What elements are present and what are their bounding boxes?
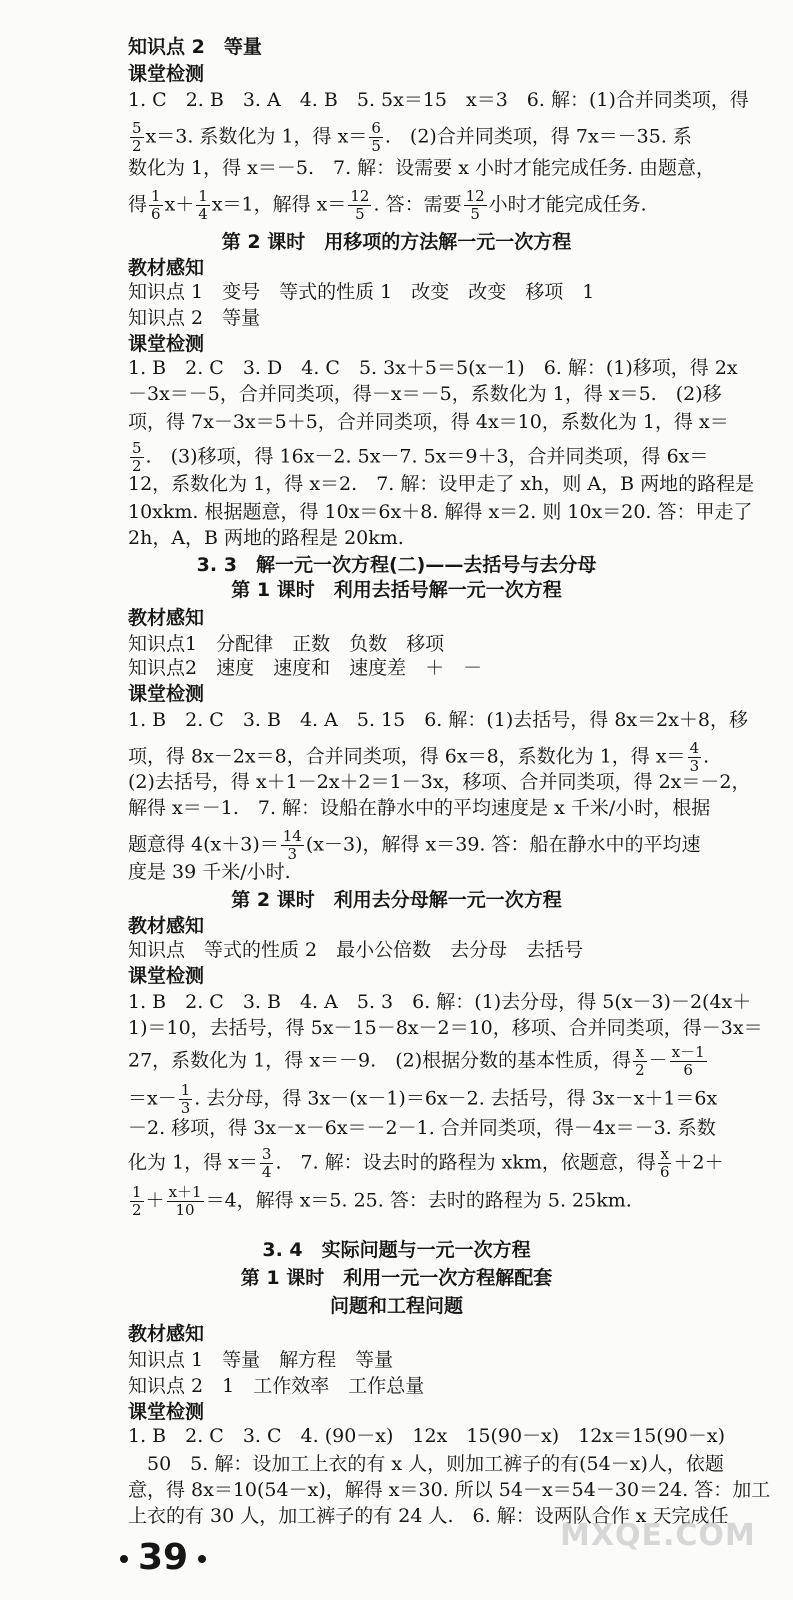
fraction-numerator: 4 <box>689 739 700 757</box>
lesson-title: 第 2 课时 用移项的方法解一元一次方程 <box>221 231 572 253</box>
answer-line: 数化为 1，得 x＝－5. 7. 解：设需要 x 小时才能完成任务. 由题意， <box>128 157 716 179</box>
fraction-numerator: 5 <box>132 119 142 137</box>
fraction <box>179 1082 193 1117</box>
text-run: ＝4，解得 x＝5. 25. 答：去时的路程为 5. 25km. <box>205 1189 632 1212</box>
answer-line: 知识点2 速度 速度和 速度差 ＋ － <box>128 657 483 679</box>
lesson-title: 第 1 课时 利用去括号解一元一次方程 <box>231 579 562 601</box>
fraction <box>670 1044 707 1079</box>
answer-line: 1)＝10，去括号，得 5x－15－8x－2＝10，移项、合并同类项，得－3x＝ <box>128 1017 763 1039</box>
fraction-denominator: 2 <box>132 457 142 475</box>
answer-line: 知识点 1 变号 等式的性质 1 改变 改变 移项 1 <box>128 281 595 303</box>
section-heading: 课堂检测 <box>128 1401 205 1423</box>
fraction-numerator: 1 <box>198 187 208 205</box>
text-run: x＝3. 系数化为 1，得 x＝ <box>145 125 368 148</box>
fraction <box>348 188 371 223</box>
text-run: ＝x－ <box>128 1087 177 1110</box>
text-run: (x－3)，解得 x＝39. 答：船在静水中的平均速 <box>305 833 701 856</box>
fraction-numerator: 5 <box>132 439 142 457</box>
text-run: . (2)合并同类项，得 7x＝－35. 系 <box>384 125 692 148</box>
fraction-denominator: 6 <box>659 1163 670 1181</box>
section-heading: 课堂检测 <box>128 683 205 705</box>
fraction <box>167 1184 204 1219</box>
text-run: . 答：需要 <box>373 193 462 216</box>
fraction-denominator: 5 <box>470 205 480 223</box>
answer-line: 度是 39 千米/小时. <box>128 861 291 883</box>
answer-line: 1. B 2. C 3. B 4. A 5. 15 6. 解：(1)去括号，得 8x＝2x＋8，移 <box>128 709 749 731</box>
text-run: 得 <box>128 193 148 216</box>
fraction <box>688 740 702 775</box>
fraction <box>130 120 144 155</box>
answer-line <box>128 439 709 475</box>
bullet-left <box>120 1555 128 1563</box>
fraction-denominator: 6 <box>151 205 161 223</box>
answer-line: －2. 移项，得 3x－x－6x＝－2－1. 合并同类项，得－4x＝－3. 系数 <box>128 1117 716 1139</box>
fraction-numerator: 6 <box>371 119 381 137</box>
section-heading: 知识点 2 等量 <box>128 36 262 58</box>
section-heading: 课堂检测 <box>128 965 205 987</box>
text-run: 27，系数化为 1，得 x＝－9. (2)根据分数的基本性质，得 <box>128 1049 632 1072</box>
fraction-denominator: 10 <box>175 1201 195 1219</box>
answer-line <box>128 827 701 863</box>
bullet-right <box>198 1555 206 1563</box>
section-heading: 教材感知 <box>128 1323 205 1345</box>
fraction-numerator: 1 <box>151 187 161 205</box>
fraction <box>369 120 383 155</box>
fraction-denominator: 2 <box>132 137 142 155</box>
answer-line: 解得 x＝－1. 7. 解：设船在静水中的平均速度是 x 千米/小时，根据 <box>128 797 711 819</box>
lesson-title: 第 1 课时 利用一元一次方程解配套 <box>240 1267 553 1289</box>
lesson-title: 3. 3 解一元一次方程(二)——去括号与去分母 <box>196 554 597 576</box>
answer-line: 12，系数化为 1，得 x＝2. 7. 解：设甲走了 xh，则 A，B 两地的路程是 <box>128 473 755 495</box>
answer-line: 知识点 1 等量 解方程 等量 <box>128 1349 394 1371</box>
fraction <box>196 188 210 223</box>
fraction <box>130 1184 144 1219</box>
fraction-numerator: 1 <box>132 1183 142 1201</box>
text-run: . <box>703 745 710 768</box>
answer-line: 知识点 2 1 工作效率 工作总量 <box>128 1375 425 1397</box>
fraction-numerator: 12 <box>350 187 370 205</box>
fraction-denominator: 4 <box>198 205 208 223</box>
answer-line: 知识点 等式的性质 2 最小公倍数 去分母 去括号 <box>128 939 584 961</box>
answer-line: 上衣的有 30 人，加工裤子的有 24 人. 6. 解：设两队合作 x 天完成任 <box>128 1505 729 1527</box>
text-run: 项，得 8x－2x＝8，合并同类项，得 6x＝8，系数化为 1，得 x＝ <box>128 745 686 768</box>
answer-line: 50 5. 解：设加工上衣的有 x 人，则加工裤子的有(54－x)人，依题 <box>128 1453 724 1475</box>
fraction-numerator: x－1 <box>671 1043 705 1061</box>
page-number-text: 39 <box>138 1537 189 1578</box>
text-run: 题意得 4(x＋3)＝ <box>128 833 279 856</box>
fraction <box>464 188 487 223</box>
fraction-denominator: 5 <box>371 137 381 155</box>
fraction-denominator: 4 <box>261 1163 272 1181</box>
answer-line: (2)去括号，得 x＋1－2x＋2＝1－3x，移项、合并同类项，得 2x＝－2， <box>128 771 751 793</box>
answer-line: 知识点 2 等量 <box>128 307 261 329</box>
fraction <box>658 1146 672 1181</box>
answer-line: 2h，A，B 两地的路程是 20km. <box>128 527 404 549</box>
fraction-denominator: 3 <box>287 845 298 863</box>
section-heading: 教材感知 <box>128 915 205 937</box>
page-number <box>110 1538 216 1578</box>
fraction <box>149 188 163 223</box>
text-run: － <box>648 1049 668 1072</box>
text-run: 化为 1，得 x＝ <box>128 1151 258 1174</box>
lesson-title: 第 2 课时 利用去分母解一元一次方程 <box>231 889 562 911</box>
answer-line: －3x＝－5，合并同类项，得－x＝－5，系数化为 1，得 x＝5. (2)移 <box>128 383 722 405</box>
fraction-denominator: 2 <box>132 1201 142 1219</box>
answer-line: 10xkm. 根据题意，得 10x＝6x＋8. 解得 x＝2. 则 10x＝20. 答：甲走了 <box>128 501 753 523</box>
watermark: MXQE.COM <box>560 1518 756 1553</box>
answer-line: 项，得 7x－3x＝5＋5，合并同类项，得 4x＝10，系数化为 1，得 x＝ <box>128 411 729 433</box>
answer-line <box>128 1184 665 1219</box>
fraction-numerator: x <box>633 1044 647 1062</box>
fraction-denominator: 3 <box>180 1099 191 1117</box>
text-run: x＋ <box>164 193 195 216</box>
text-run: x＝1，解得 x＝ <box>211 193 347 216</box>
section-heading: 教材感知 <box>128 607 205 629</box>
answer-line <box>128 119 692 155</box>
section-heading: 课堂检测 <box>128 333 205 355</box>
fraction-denominator: 2 <box>635 1061 645 1079</box>
section-heading: 教材感知 <box>128 257 205 279</box>
fraction-numerator: x <box>658 1146 672 1164</box>
fraction-numerator: 1 <box>180 1081 191 1099</box>
text-run: ＋ <box>145 1189 165 1212</box>
answer-line: 1. C 2. B 3. A 4. B 5. 5x＝15 x＝3 6. 解：(1)合并同类项，得 <box>128 89 749 111</box>
answer-line: 1. B 2. C 3. D 4. C 5. 3x＋5＝5(x－1) 6. 解：(1)移项，得 2x <box>128 357 738 379</box>
fraction <box>260 1146 274 1181</box>
text-run: . 去分母，得 3x－(x－1)＝6x－2. 去括号，得 3x－x＋1＝6x <box>194 1087 718 1110</box>
text-run: . (3)移项，得 16x－2. 5x－7. 5x＝9＋3，合并同类项，得 6x＝ <box>145 445 709 468</box>
fraction-denominator: 5 <box>355 205 365 223</box>
fraction-denominator: 6 <box>683 1061 693 1079</box>
answer-line <box>128 1145 724 1181</box>
text-run: ＋2＋ <box>673 1151 724 1174</box>
fraction <box>633 1044 647 1079</box>
fraction-denominator: 3 <box>689 757 700 775</box>
fraction <box>130 440 144 475</box>
text-run: . 7. 解：设去时的路程为 xkm，依题意，得 <box>275 1151 656 1174</box>
answer-line: 1. B 2. C 3. B 4. A 5. 3 6. 解：(1)去分母，得 5(x－3)－2(4x＋ <box>128 991 752 1013</box>
section-heading: 课堂检测 <box>128 63 205 85</box>
fraction-numerator: x＋1 <box>168 1183 202 1201</box>
answer-line: 1. B 2. C 3. C 4. (90－x) 12x 15(90－x) 12x＝15(90－x) <box>128 1425 725 1447</box>
lesson-title: 问题和工程问题 <box>329 1295 463 1317</box>
answer-line <box>128 1081 718 1117</box>
lesson-title: 3. 4 实际问题与一元一次方程 <box>262 1239 531 1261</box>
answer-line <box>128 1043 705 1079</box>
fraction-numerator: 12 <box>465 187 485 205</box>
answer-line: 知识点1 分配律 正数 负数 移项 <box>128 633 445 655</box>
fraction-numerator: 14 <box>282 827 302 845</box>
fraction <box>281 828 304 863</box>
fraction-numerator: 3 <box>261 1145 272 1163</box>
answer-line: 意，得 8x＝10(54－x)，解得 x＝30. 所以 54－x＝54－30＝24. 答：加工 <box>128 1479 771 1501</box>
answer-line <box>128 188 665 223</box>
text-run: 小时才能完成任务. <box>488 193 647 216</box>
